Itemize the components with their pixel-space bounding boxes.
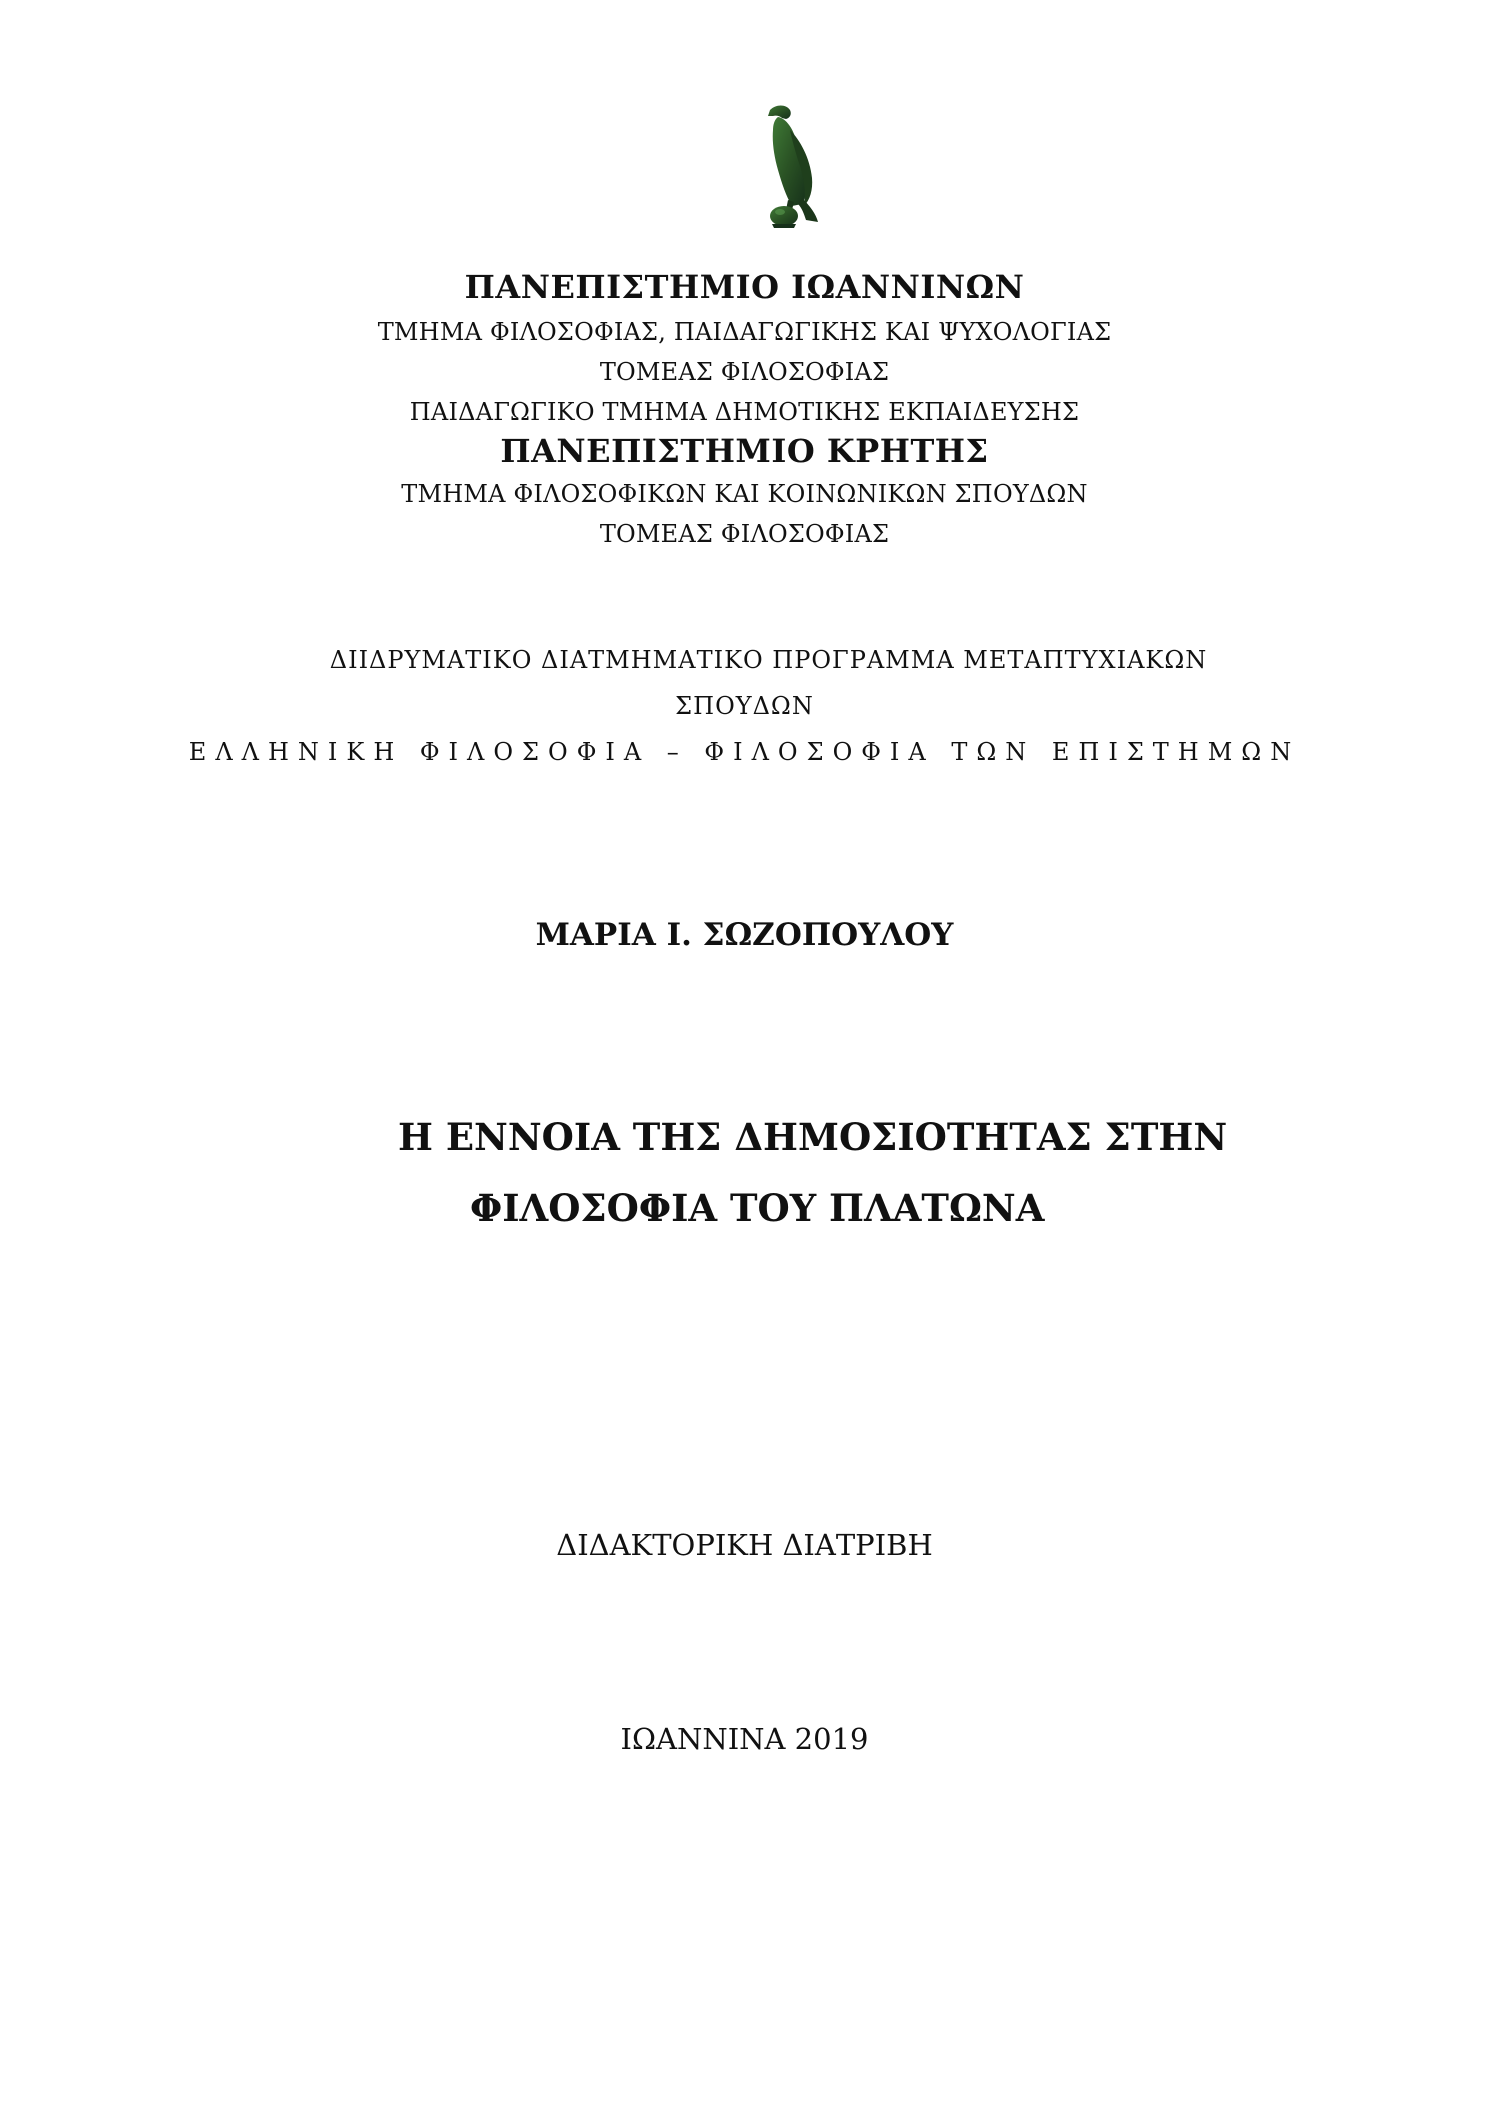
- thesis-title-line-2: ΦΙΛΟΣΟΦΙΑ ΤΟΥ ΠΛΑΤΩΝΑ: [470, 1186, 1045, 1230]
- program-specialization: ΕΛΛΗΝΙΚΗ ΦΙΛΟΣΟΦΙΑ – ΦΙΛΟΣΟΦΙΑ ΤΩΝ ΕΠΙΣΤΗΜΩΝ: [188, 738, 1301, 766]
- eagle-statue-icon: [740, 104, 838, 228]
- sector-philosophy-crete: ΤΟΜΕΑΣ ΦΙΛΟΣΟΦΙΑΣ: [599, 520, 890, 548]
- place-and-year: ΙΩΑΝΝΙΝΑ 2019: [620, 1722, 869, 1756]
- program-title-line-2: ΣΠΟΥΔΩΝ: [675, 692, 814, 720]
- thesis-title-line-1: Η ΕΝΝΟΙΑ ΤΗΣ ΔΗΜΟΣΙΟΤΗΤΑΣ ΣΤΗΝ: [398, 1115, 1228, 1159]
- program-title-line-1: ΔΙΙΔΡΥΜΑΤΙΚΟ ΔΙΑΤΜΗΜΑΤΙΚΟ ΠΡΟΓΡΑΜΜΑ ΜΕΤΑΠΤΥΧΙΑΚΩΝ: [329, 646, 1208, 674]
- university-name-crete: ΠΑΝΕΠΙΣΤΗΜΙΟ ΚΡΗΤΗΣ: [500, 432, 989, 470]
- department-philosophical-social-studies: ΤΜΗΜΑ ΦΙΛΟΣΟΦΙΚΩΝ ΚΑΙ ΚΟΙΝΩΝΙΚΩΝ ΣΠΟΥΔΩΝ: [401, 480, 1088, 508]
- department-philosophy-pedagogy-psychology: ΤΜΗΜΑ ΦΙΛΟΣΟΦΙΑΣ, ΠΑΙΔΑΓΩΓΙΚΗΣ ΚΑΙ ΨΥΧΟΛΟΓΙΑΣ: [377, 318, 1112, 346]
- author-name: ΜΑΡΙΑ Ι. ΣΩΖΟΠΟΥΛΟΥ: [535, 917, 954, 953]
- sector-philosophy-ioannina: ΤΟΜΕΑΣ ΦΙΛΟΣΟΦΙΑΣ: [599, 358, 890, 386]
- university-name-ioannina: ΠΑΝΕΠΙΣΤΗΜΙΟ ΙΩΑΝΝΙΝΩΝ: [464, 268, 1025, 306]
- department-primary-education: ΠΑΙΔΑΓΩΓΙΚΟ ΤΜΗΜΑ ΔΗΜΟΤΙΚΗΣ ΕΚΠΑΙΔΕΥΣΗΣ: [409, 398, 1080, 426]
- document-type: ΔΙΔΑΚΤΟΡΙΚΗ ΔΙΑΤΡΙΒΗ: [556, 1528, 933, 1562]
